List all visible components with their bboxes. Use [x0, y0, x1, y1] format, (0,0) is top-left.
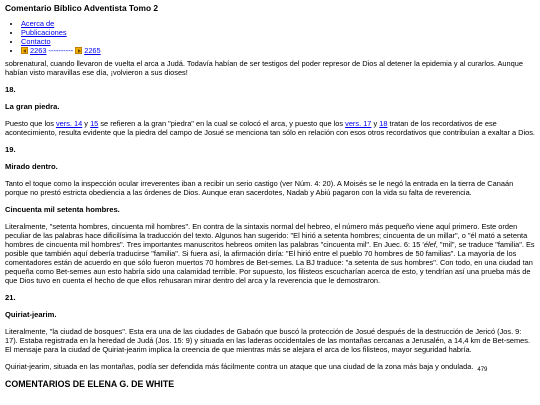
paragraph-18-text-b: y — [82, 119, 91, 128]
prev-page-label: 2263 — [30, 46, 47, 55]
intro-paragraph: sobrenatural, cuando llevaron de vuelta el arca a Judá. Todavía habían de ser testigos del poder represor de Dios al detener la epidemia y al curarlos. Aunque habían visto maravillas ese día, ¡volvieron a sus dioses! — [5, 59, 523, 77]
paragraph-cincuenta — [5, 222, 535, 285]
pager-separator: ---------- — [48, 46, 74, 55]
paragraph-cincuenta-text-a: Literalmente, "setenta hombres, cincuenta mil hombres". En contra de la sintaxis normal del hebreo, el número más pequeño viene aquí primero. Este orden peculiar de las palabras hace dificilísima la traducción del texto. Algunos han sugerido: "El hirió a setenta hombres; cincuenta de un millar", o "él mató a setenta hombres de cincuenta mil hombres". Tres importantes manuscritos hebreos omiten las palabras "cincuenta mil". En Juec. 6: 15 ' — [5, 222, 528, 249]
link-18[interactable]: 18 — [379, 119, 388, 128]
arrow-right-icon — [75, 47, 82, 54]
link-vers-17[interactable]: vers. 17 — [345, 119, 372, 128]
verse-number-19: 19. — [5, 145, 16, 154]
verse-number-18: 18. — [5, 85, 16, 94]
section-title: COMENTARIOS DE ELENA G. DE WHITE — [5, 379, 175, 389]
paragraph-19: Tanto el toque como la inspección ocular irreverentes iban a recibir un serio castigo (ver Núm. 4: 20). A Moisés se le negó la entrada en la tierra de Canaán porque no prestó estricta obediencia a las órdenes de Dios. Aunque eran sacerdotes, Nadab y Abiú pagaron con la vida su falta de reverencia. — [5, 179, 514, 197]
link-vers-14[interactable]: vers. 14 — [55, 119, 83, 128]
paragraph-18-text-c: se refieren a la gran "piedra" en la cual se colocó el arca, y puesto que los — [98, 119, 346, 128]
nav-list — [5, 19, 535, 55]
paragraph-18-text-d: y — [371, 119, 380, 128]
page-number: 479 — [477, 367, 488, 373]
heading-19: Mirado dentro. — [5, 162, 58, 171]
nav-item-publicaciones — [21, 28, 535, 37]
paragraph-21b — [5, 362, 535, 375]
prev-page-link[interactable] — [21, 46, 46, 55]
page-title: Comentario Bíblico Adventista Tomo 2 — [5, 3, 159, 13]
verse-number-21: 21. — [5, 293, 16, 302]
heading-cincuenta: Cincuenta mil setenta hombres. — [5, 205, 120, 214]
heading-18: La gran piedra. — [5, 102, 60, 111]
paragraph-21b-text: Quiriat-jearim, situada en las montañas, podía ser defendida más fácilmente contra un ataque que una ciudad de la zona más baja y ondulada. — [5, 362, 474, 371]
nav-link-publicaciones[interactable]: Publicaciones — [21, 28, 67, 37]
nav-item-acerca — [21, 19, 535, 28]
paragraph-18 — [5, 119, 535, 137]
arrow-left-icon — [21, 47, 28, 54]
paragraph-18-text-e: tratan de los recordativos de ese acontecimiento, resulta evidente que la piedra del campo de Josué se menciona tan sólo en relación con esos otros recordativos que contribuían a exaltar a Dios. — [5, 119, 535, 137]
nav-link-contacto[interactable]: Contacto — [21, 37, 51, 46]
paragraph-cincuenta-text-b: , "mil", se traduce "familia". Es posible que también aquí debería traducirse "familia". Si fuera así, la afirmación diría: "El hirió entre el pueblo 70 hombres de 50 familias". La mayoría de los comentadores están de acuerdo en que sólo fueron muertos 70 hombres de Bet-semes. La BJ traduce: "a setenta de sus hombres". Con todo, en una ciudad tan pequeña como Bet-semes aun esto habría sido una calamidad terrible. Por supuesto, los filisteos escucharían acerca de esto, y tendrían así una prueba más de que Dios tuvo en cuenta el hecho de que ellos rehusaran mirar dentro del arca y la reverencia que le demostraron. — [5, 240, 535, 285]
nav-link-acerca[interactable]: Acerca de — [21, 19, 55, 28]
paragraph-18-text-a: Puesto que los — [5, 119, 56, 128]
next-page-label: 2265 — [84, 46, 101, 55]
nav-item-contacto — [21, 37, 535, 46]
link-15[interactable]: 15 — [90, 119, 99, 128]
next-page-link[interactable] — [75, 46, 100, 55]
heading-21: Quiriat-jearim. — [5, 310, 57, 319]
paragraph-cincuenta-italic: élef — [423, 240, 436, 249]
paragraph-21: Literalmente, "la ciudad de bosques". Esta era una de las ciudades de Gabaón que buscó la protección de Josué después de la destrucción de Jericó (Jos. 9: 17). Estaba registrada en la heredad de Judá (Jos. 15: 9) y situada en las laderas occidentales de las montañas cercanas a Jerusalén, a 14,4 km de Bet-semes. El mensaje para la ciudad de Quiriat-jearim implica la creencia de que mientras más se alejara el arca de los filisteos, mayor seguridad habría. — [5, 327, 531, 354]
pager — [21, 46, 535, 55]
